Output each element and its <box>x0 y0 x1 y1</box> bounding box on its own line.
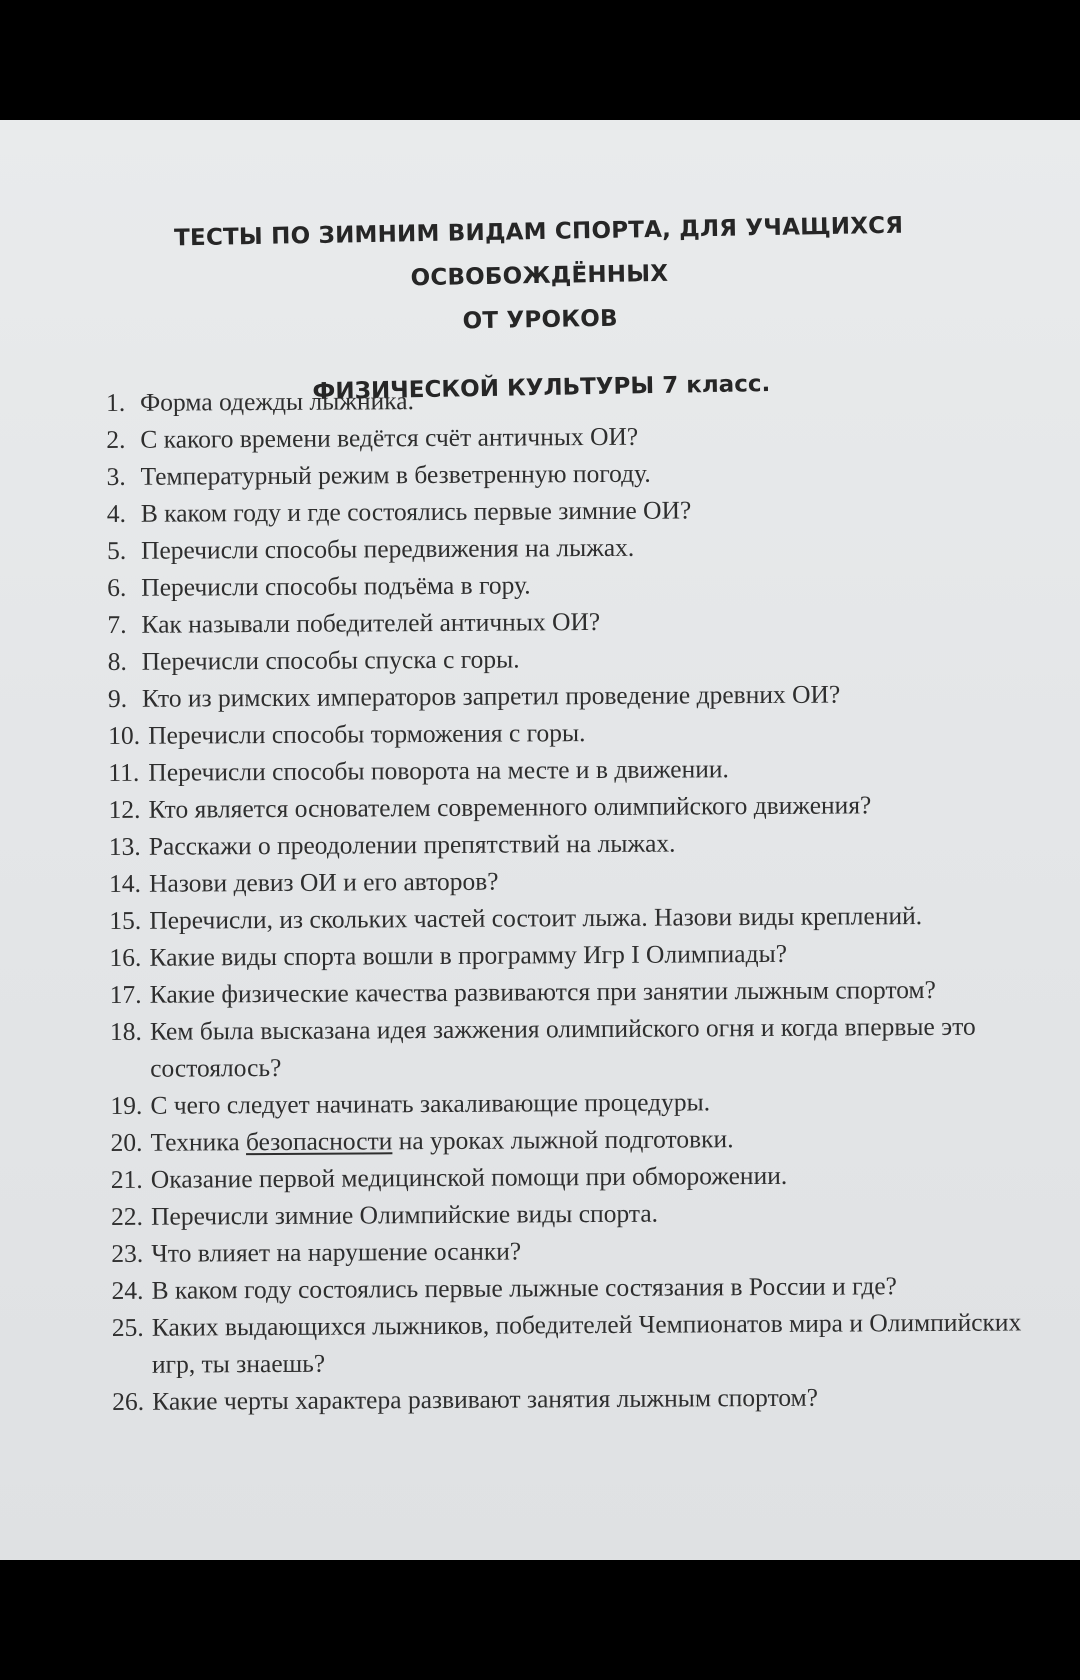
question-number: 21. <box>110 1164 143 1194</box>
question-number: 12. <box>108 794 141 824</box>
question-number: 9. <box>107 683 128 713</box>
question-number: 3. <box>106 461 126 491</box>
question-number: 5. <box>106 535 127 565</box>
question-text: Температурный режим в безветренную погоду. <box>140 458 651 491</box>
question-number: 6. <box>107 572 127 602</box>
question-number: 19. <box>110 1090 143 1120</box>
question-item <box>108 637 1048 680</box>
question-text: Перечисли, из скольких частей состоит лыжа. Назови виды креплений. <box>149 901 923 935</box>
question-item <box>109 896 1049 939</box>
subtitle: ФИЗИЧЕСКОЙ КУЛЬТУРЫ 7 класс. <box>312 370 771 405</box>
question-text: Какие физические качества развиваются при занятии лыжным спортом? <box>149 974 937 1009</box>
question-item <box>107 526 1047 569</box>
question-text: Какие черты характера развивают занятия лыжным спортом? <box>152 1382 819 1416</box>
question-item <box>108 674 1048 717</box>
question-number: 25. <box>111 1312 144 1342</box>
question-text <box>151 1118 1021 1160</box>
question-number: 13. <box>108 831 141 861</box>
question-text: Расскажи о преодолении препятствий на лыжах. <box>148 828 676 861</box>
question-number: 22. <box>110 1201 144 1231</box>
question-item <box>110 1007 1050 1087</box>
question-text: В каком году состоялись первые лыжные состязания в России и где? <box>151 1271 898 1305</box>
question-text: Перечисли способы спуска с горы. <box>141 644 520 676</box>
question-number: 15. <box>109 905 142 935</box>
question-item <box>110 1081 1050 1124</box>
question-number: 18. <box>109 1016 142 1046</box>
question-text: Перечисли зимние Олимпийские виды спорта. <box>150 1198 659 1231</box>
question-text: Оказание первой медицинской помощи при обморожении. <box>150 1160 788 1194</box>
question-item <box>109 822 1049 865</box>
question-item <box>108 785 1048 828</box>
question-number: 14. <box>108 868 142 898</box>
question-text: Что влияет на нарушение осанки? <box>151 1236 522 1268</box>
question-item <box>109 933 1049 976</box>
question-item <box>111 1229 1051 1272</box>
question-text: Кто из римских императоров запретил проведение древних ОИ? <box>141 679 841 713</box>
question-text: Как называли победителей античных ОИ? <box>141 606 601 639</box>
question-number: 7. <box>107 609 127 639</box>
question-text: Назови девиз ОИ и его авторов? <box>148 866 499 898</box>
underlined-word: безопасности <box>245 1126 393 1157</box>
title-line-1: ТЕСТЫ ПО ЗИМНИМ ВИДАМ СПОРТА, ДЛЯ УЧАЩИХСЯ ОСВОБОЖДЁННЫХ <box>173 212 904 292</box>
question-number: 4. <box>106 498 127 528</box>
question-item <box>111 1155 1051 1198</box>
question-text: С чего следует начинать закаливающие процедуры. <box>150 1087 711 1120</box>
question-item <box>112 1303 1052 1383</box>
question-number: 20. <box>110 1127 143 1157</box>
question-item <box>106 378 1046 421</box>
question-number: 24. <box>111 1275 144 1305</box>
question-item <box>110 970 1050 1013</box>
question-list <box>106 378 1052 1420</box>
question-item <box>111 1118 1051 1161</box>
question-text: Кто является основателем современного олимпийского движения? <box>148 790 872 824</box>
question-text: В каком году и где состоялись первые зимние ОИ? <box>140 495 692 528</box>
question-item <box>111 1192 1051 1235</box>
question-item <box>107 563 1047 606</box>
question-text-end: на уроках лыжной подготовки. <box>392 1124 734 1156</box>
question-text: Перечисли способы передвижения на лыжах. <box>140 532 635 565</box>
question-number: 2. <box>106 424 126 454</box>
question-text: Перечисли способы поворота на месте и в движении. <box>148 754 729 787</box>
question-item <box>106 415 1046 458</box>
question-text: Кем была высказана идея зажжения олимпийского огня и когда впервые это состоялось? <box>149 1011 976 1083</box>
title-line-2: ОТ УРОКОВ <box>462 305 618 335</box>
question-item <box>111 1266 1051 1309</box>
question-number: 23. <box>111 1238 144 1268</box>
question-item <box>108 711 1048 754</box>
question-number: 8. <box>107 646 127 676</box>
question-item <box>108 748 1048 791</box>
question-text: Форма одежды лыжника. <box>140 386 414 417</box>
question-item <box>109 859 1049 902</box>
question-number: 16. <box>109 942 142 972</box>
question-number: 1. <box>106 387 126 417</box>
question-item <box>112 1377 1052 1420</box>
question-number: 17. <box>109 979 142 1009</box>
paper-sheet <box>0 120 1080 1560</box>
question-text: Какие виды спорта вошли в программу Игр I Олимпиады? <box>149 938 788 972</box>
question-number: 10. <box>108 720 141 750</box>
question-number: 11. <box>108 757 140 787</box>
question-text: Перечисли способы торможения с горы. <box>148 718 586 750</box>
question-text: С какого времени ведётся счёт античных ОИ? <box>140 421 639 454</box>
question-item <box>106 452 1046 495</box>
question-text: Каких выдающихся лыжников, победителей Чемпионатов мира и Олимпийских игр, ты знаешь? <box>151 1307 1022 1379</box>
question-text: Перечисли способы подъёма в гору. <box>141 570 531 602</box>
question-item <box>107 600 1047 643</box>
question-item <box>107 489 1047 532</box>
question-text-start: Техника <box>150 1127 247 1157</box>
question-number: 26. <box>112 1386 145 1416</box>
